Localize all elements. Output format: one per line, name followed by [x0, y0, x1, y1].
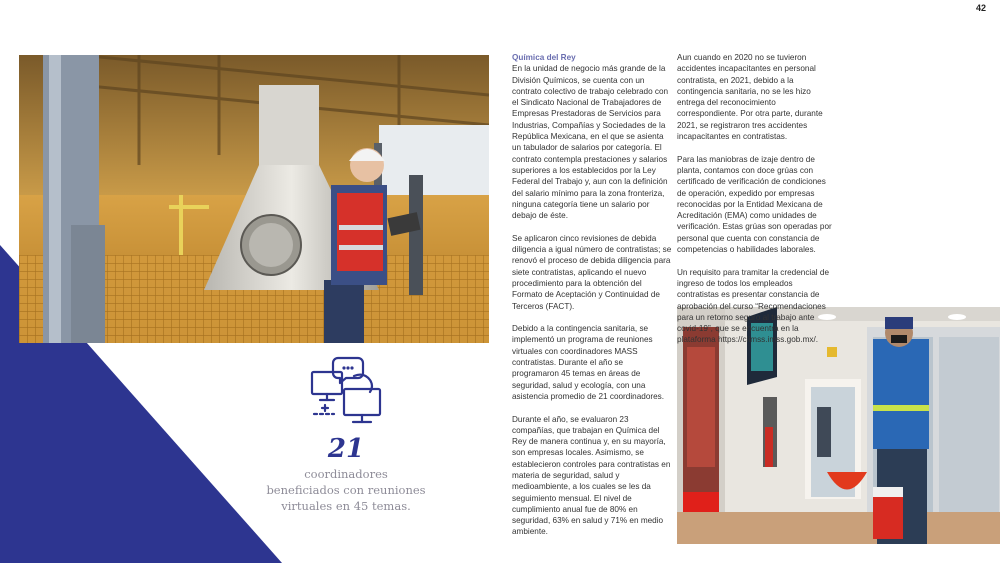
paragraph: Se aplicaron cinco revisiones de debida diligencia a igual número de contratistas; se renovó el proceso de debida diligencia para siete contratistas, aplicando el nuevo procedimiento para la obtención del Formato de Aceptación y Continuidad de Terceros (FACT).	[512, 233, 672, 311]
highlight-caption-line: coordinadores	[304, 467, 388, 481]
paragraph: Durante el año, se evaluaron 23 compañías, que trabajan en Química del Rey de manera continua y, en su mayoría, son empresas locales. Asimismo, se establecieron controles para contratistas en materia de seguridad, salud y medioambiente, a los cuales se les da seguimiento mensual. El nivel de cumplimiento anual fue de 80% en seguridad, 63% en salud y 71% en medio ambiente.	[512, 414, 671, 537]
paragraph: Un requisito para tramitar la credencial de ingreso de todos los empleados contratistas es presentar constancia de aprobación del curso “Recomendaciones para un retorno seguro al trabajo ante covid-19”, que se encuentra en la plataforma https://climss.imss.gob.mx/.	[677, 267, 829, 345]
paragraph-text: En la unidad de negocio más grande de la División Químicos, se cuenta con un contrato colectivo de trabajo celebrado con el Sindicato Nacional de Trabajadores de Empresas Prestadoras de Servicios para Industrias, Compañías y Sociedades de la República Mexicana, en el que se asienta un tabulador de salarios por categoría. El contrato contempla prestaciones y salarios superiores a los establecidos por la Ley Federal del Trabajo y, aun con la definición del salario mínimo para la zona fronteriza, ninguna categoría tiene un salario por debajo de éste.	[512, 64, 669, 221]
highlight-caption	[252, 466, 440, 514]
paragraph: Para las maniobras de izaje dentro de planta, contamos con doce grúas con certificado de verificación de condiciones de operación, expedido por empresas reconocidas por la Entidad Mexicana de Acreditación (EMA) como unidades de verificación. Estas grúas son operadas por personal que cuenta con constancia de competencias o habilidades laborales.	[677, 154, 832, 255]
page-number: 42	[975, 3, 986, 13]
highlight-number: 21	[327, 434, 365, 464]
worker-in-plant-photo	[19, 55, 489, 343]
text-column-1	[512, 52, 672, 549]
highlight-caption-line: beneficiados con reuniones	[266, 483, 426, 497]
section-heading: Química del Rey	[512, 53, 576, 62]
virtual-meeting-icon	[308, 356, 386, 428]
highlight-caption-line: virtuales en 45 temas.	[281, 499, 411, 513]
text-column-2	[677, 52, 835, 357]
paragraph: Debido a la contingencia sanitaria, se implementó un programa de reuniones virtuales con coordinadores MASS contratistas. Durante el año se programaron 45 temas en áreas de seguridad, salud y ecología, con una asistencia promedio de 21 coordinadores.	[512, 324, 665, 401]
paragraph	[512, 52, 672, 221]
paragraph: Aun cuando en 2020 no se tuvieron accidentes incapacitantes en personal contratista, en 2021, debido a la contingencia sanitaria, no se les hizo entrega del reconocimiento correspondiente. Por otra parte, durante 2021, se registraron tres accidentes incapacitantes en contratistas.	[677, 53, 823, 142]
